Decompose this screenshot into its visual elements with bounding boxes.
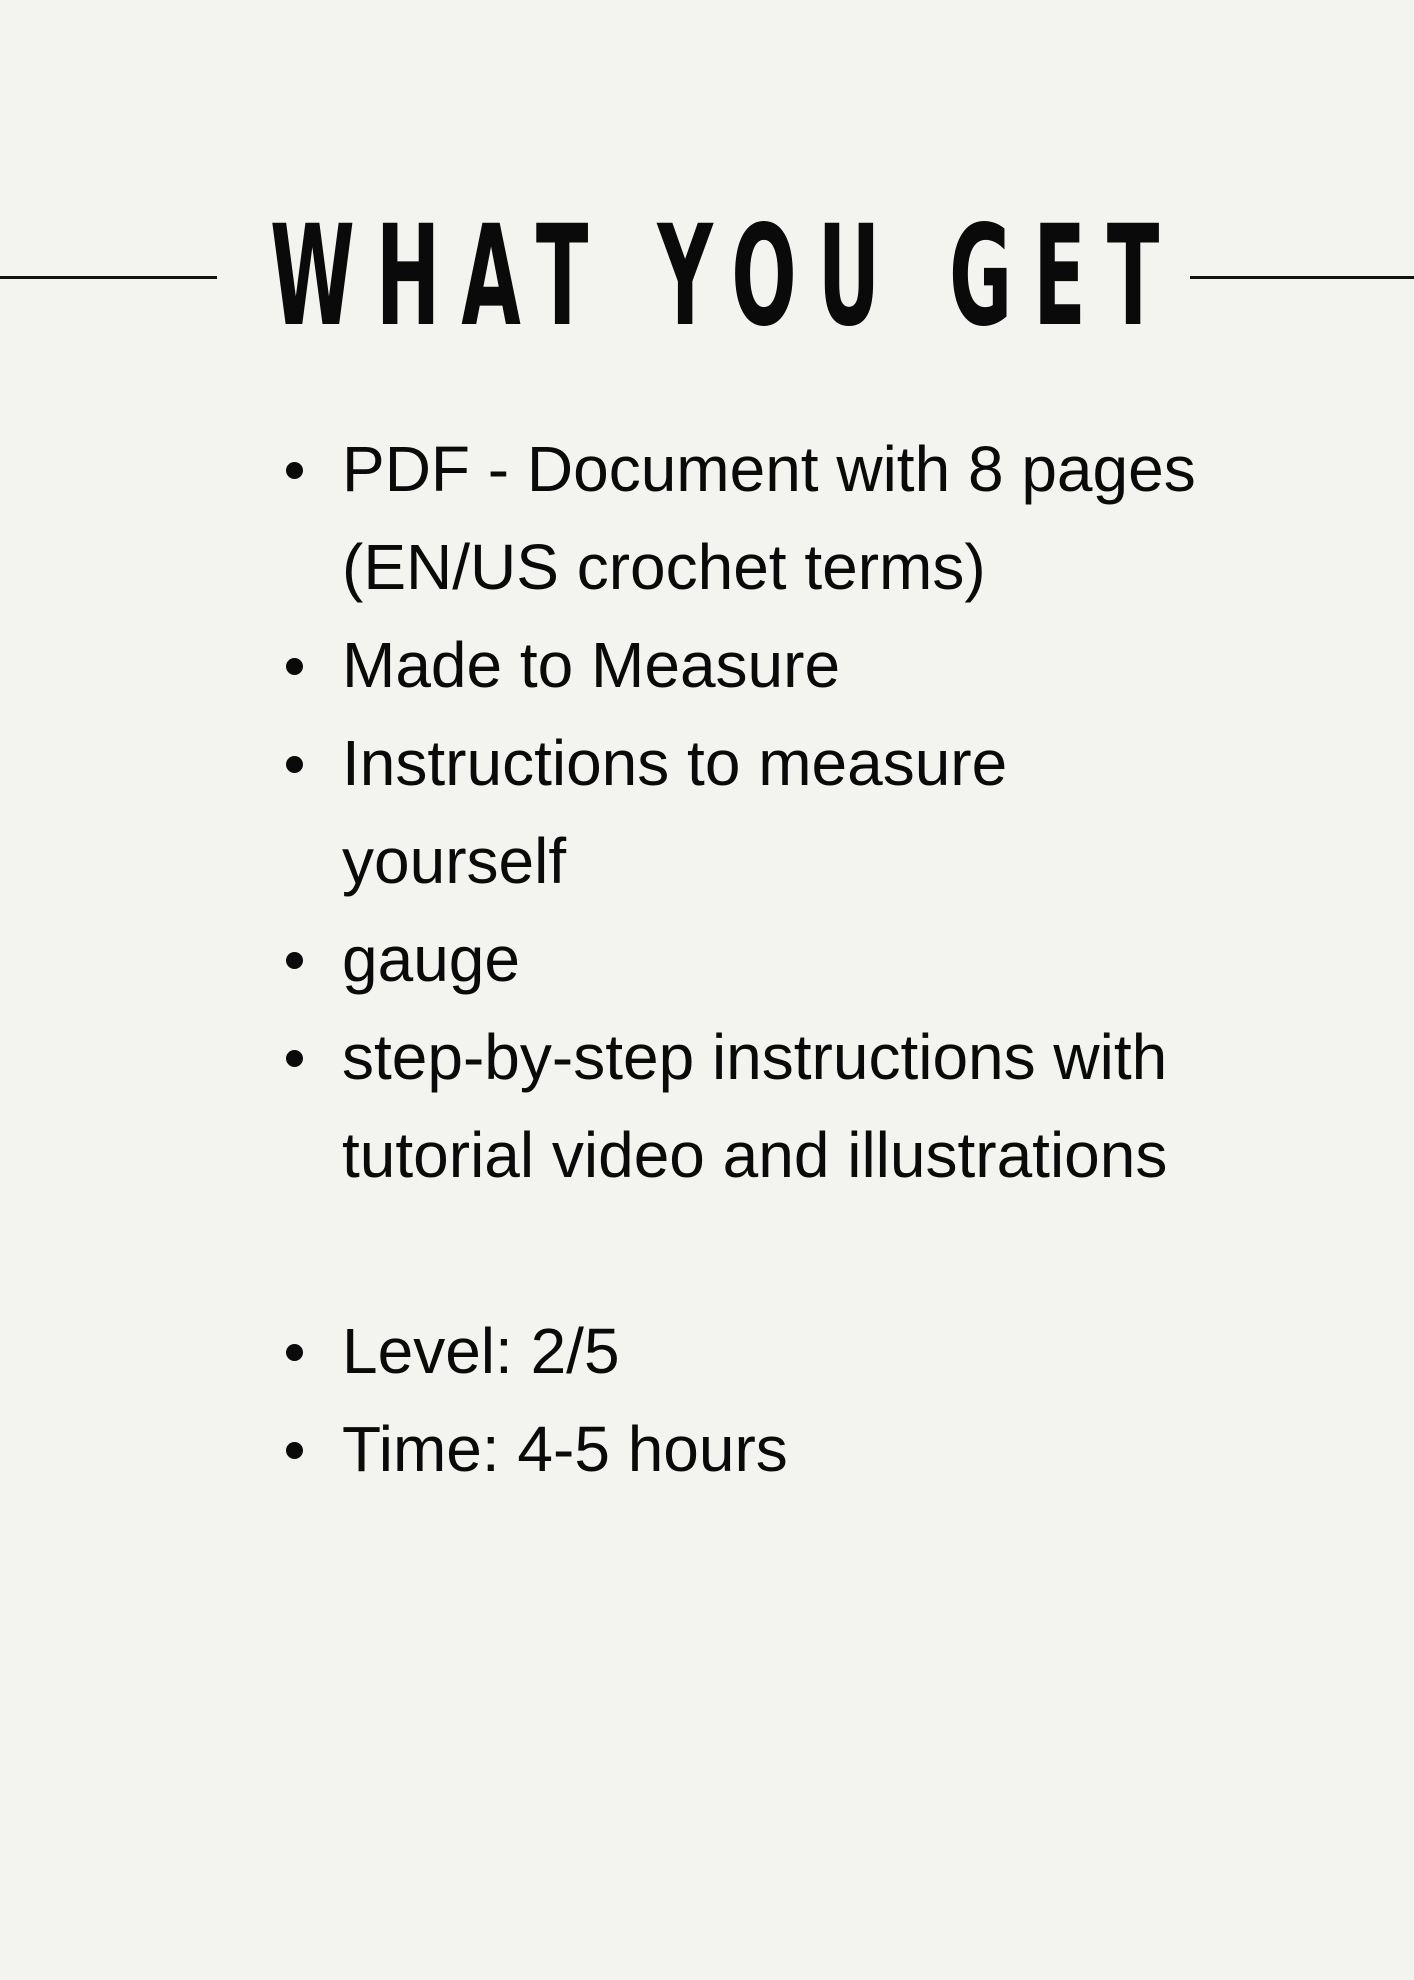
list-item: step-by-step instructions with tutorial video and illustrations	[342, 1008, 1242, 1204]
list-item: PDF - Document with 8 pages (EN/US crochet terms)	[342, 420, 1242, 616]
title-divider-left	[0, 276, 217, 279]
page-title-text: WHAT YOU GET	[270, 196, 1181, 358]
list-item-time: Time: 4-5 hours	[342, 1400, 1242, 1498]
page-title	[270, 192, 1181, 362]
list-item-level: Level: 2/5	[342, 1302, 1242, 1400]
list-item: Instructions to measure yourself	[342, 714, 1242, 910]
list-spacer	[342, 1204, 1242, 1302]
list-item: Made to Measure	[342, 616, 1242, 714]
feature-list	[342, 420, 1242, 1498]
title-divider-right	[1190, 276, 1414, 279]
list-item: gauge	[342, 910, 1242, 1008]
